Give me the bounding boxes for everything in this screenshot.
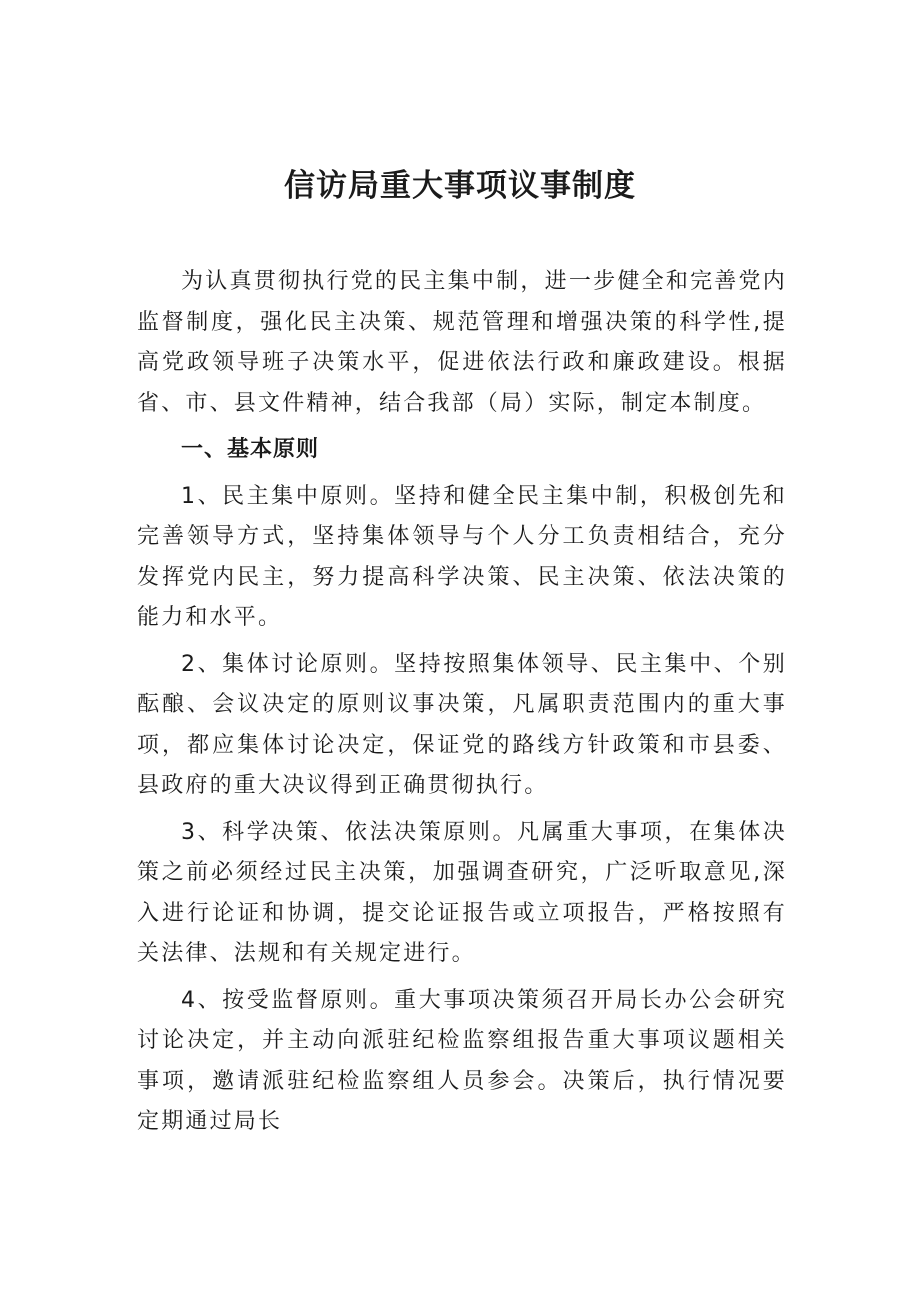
principle-item-4: 4、按受监督原则。重大事项决策须召开局长办公会研究讨论决定，并主动向派驻纪检监察组报告重大事项议题相关事项，邀请派驻纪检监察组人员参会。决策后，执行情况要定期通过局长 bbox=[137, 987, 787, 1134]
principle-item-2: 2、集体讨论原则。坚持按照集体领导、民主集中、个别酝酿、会议决定的原则议事决策，凡属职责范围内的重大事项，都应集体讨论决定，保证党的路线方针政策和市县委、县政府的重大决议得到正确贯彻执行。 bbox=[137, 651, 787, 798]
section-heading-basic-principles: 一、基本原则 bbox=[181, 437, 320, 462]
principle-item-3: 3、科学决策、依法决策原则。凡属重大事项，在集体决策之前必须经过民主决策，加强调查研究，广泛听取意见,深入进行论证和协调，提交论证报告或立项报告，严格按照有关法律、法规和有关规定进行。 bbox=[137, 819, 787, 966]
document-body bbox=[137, 262, 787, 1143]
intro-paragraph: 为认真贯彻执行党的民主集中制，进一步健全和完善党内监督制度，强化民主决策、规范管理和增强决策的科学性,提高党政领导班子决策水平，促进依法行政和廉政建设。根据省、市、县文件精神，结合我部（局）实际，制定本制度。 bbox=[137, 269, 787, 416]
document-title: 信访局重大事项议事制度 bbox=[284, 168, 636, 204]
principle-item-1: 1、民主集中原则。坚持和健全民主集中制，积极创先和完善领导方式，坚持集体领导与个人分工负责相结合，充分发挥党内民主，努力提高科学决策、民主决策、依法决策的能力和水平。 bbox=[137, 483, 787, 630]
